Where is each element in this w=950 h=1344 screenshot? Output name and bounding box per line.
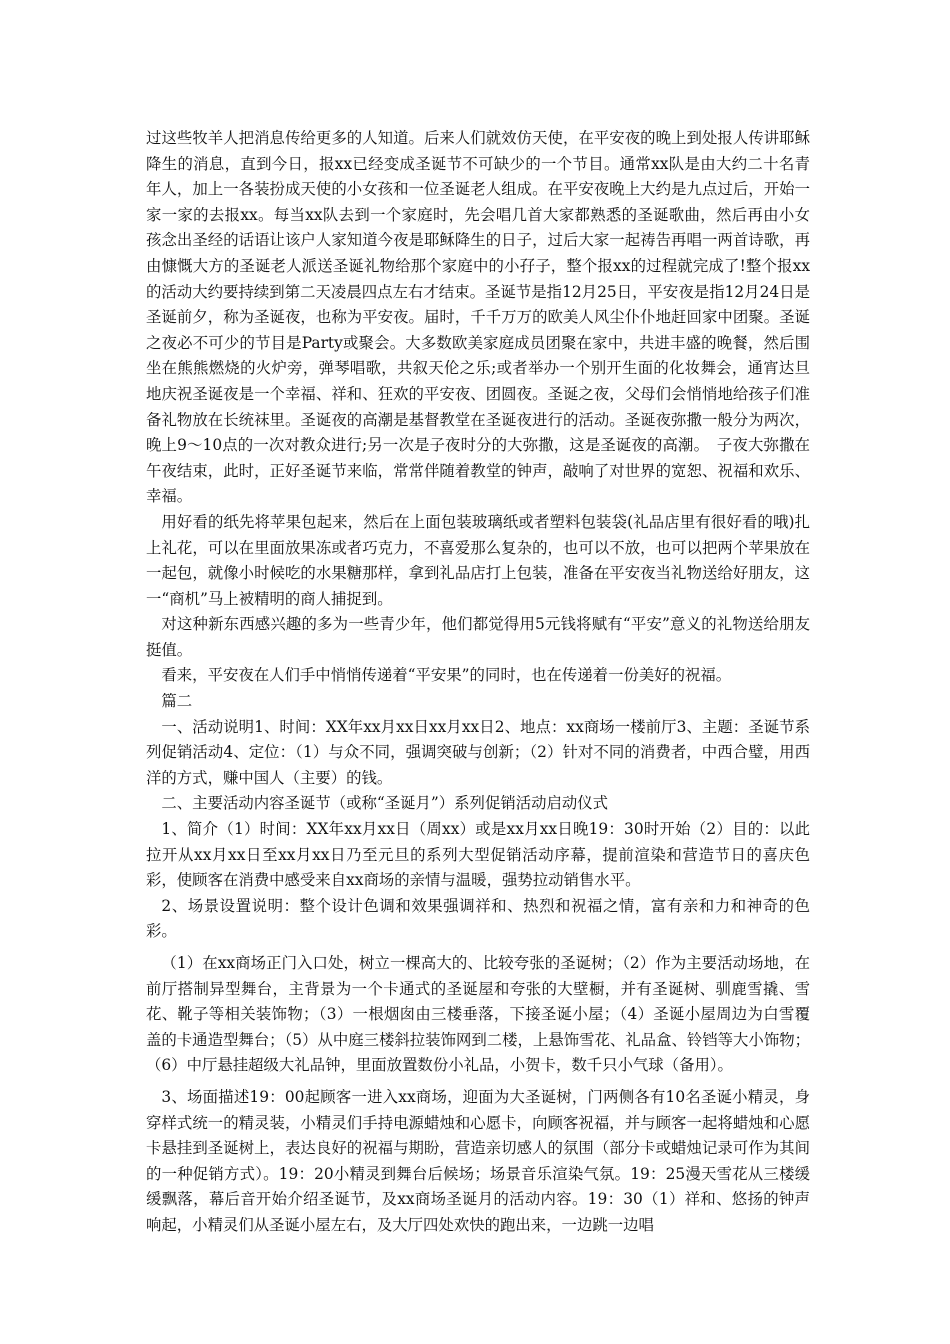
paragraph-7: 1、简介（1）时间：XX年xx月xx日（周xx）或是xx月xx日晚19：30时开始（2）目的：以此拉开从xx月xx日至xx月xx日乃至元旦的系列大型促销活动序幕，提前渲染和营造节日的喜庆色彩，使顾客在消费中感受来自xx商场的亲情与温暖，强势拉动销售水平。: [146, 820, 810, 890]
paragraph-2: 用好看的纸先将苹果包起来，然后在上面包装玻璃纸或者塑料包装袋(礼品店里有很好看的哦)扎上礼花，可以在里面放果冻或者巧克力，不喜爱那么复杂的，也可以不放，也可以把两个苹果放在一起包，就像小时候吃的水果糖那样，拿到礼品店打上包装，准备在平安夜当礼物送给好朋友，这一“商机”马上被精明的商人捕捉到。: [146, 512, 810, 608]
paragraph-6: 二、主要活动内容圣诞节（或称“圣诞月”）系列促销活动启动仪式: [161, 794, 609, 813]
paragraph-3: 对这种新东西感兴趣的多为一些青少年，他们都觉得用5元钱将赋有“平安”意义的礼物送给朋友挺值。: [146, 615, 810, 659]
paragraph-5: 一、活动说明1、时间：XX年xx月xx日xx月xx日2、地点：xx商场一楼前厅3、主题：圣诞节系列促销活动4、定位：（1）与众不同，强调突破与创新；（2）针对不同的消费者，中西合璧，用西洋的方式，赚中国人（主要）的钱。: [146, 717, 810, 787]
document-body: [146, 126, 810, 1239]
paragraph-8: 2、场景设置说明：整个设计色调和效果强调祥和、热烈和祝福之情，富有亲和力和神奇的色彩。: [146, 896, 810, 941]
paragraph-1: 过这些牧羊人把消息传给更多的人知道。后来人们就效仿天使，在平安夜的晚上到处报人传讲耶稣降生的消息，直到今日，报xx已经变成圣诞节不可缺少的一个节目。通常xx队是由大约二十名青年人，加上一各装扮成天使的小女孩和一位圣诞老人组成。在平安夜晚上大约是九点过后，开始一家一家的去报xx。每当xx队去到一个家庭时，先会唱几首大家都熟悉的圣诞歌曲，然后再由小女孩念出圣经的话语让该户人家知道今夜是耶稣降生的日子，过后大家一起祷告再唱一两首诗歌，再由慷慨大方的圣诞老人派送圣诞礼物给那个家庭中的小孖子，整个报xx的过程就完成了!整个报xx的活动大约要持续到第二天凌晨四点左右才结束。圣诞节是指12月25日，平安夜是指12月24日是圣诞前夕，称为圣诞夜，也称为平安夜。届时，千千万万的欧美人风尘仆仆地赶回家中团聚。圣诞之夜必不可少的节目是Party或聚会。大多数欧美家庭成员团聚在家中，共进丰盛的晚餐，然后围坐在熊熊燃烧的火炉旁，弹琴唱歌，共叙天伦之乐;或者举办一个别开生面的化妆舞会，通宵达旦地庆祝圣诞夜是一个幸福、祥和、狂欢的平安夜、团圆夜。圣诞之夜，父母们会悄悄地给孩子们准备礼物放在长统袜里。圣诞夜的高潮是基督教堂在圣诞夜进行的活动。圣诞夜弥撒一般分为两次，晚上9～10点的一次对教众进行;另一次是子夜时分的大弥撒，这是圣诞夜的高潮。 子夜大弥撒在午夜结束，此时，正好圣诞节来临，常常伴随着教堂的钟声，敲响了对世界的宽恕、祝福和欢乐、幸福。: [146, 129, 810, 506]
paragraph-10: 3、场面描述19：00起顾客一进入xx商场，迎面为大圣诞树，门两侧各有10名圣诞小精灵，身穿样式统一的精灵装，小精灵们手持电源蜡烛和心愿卡，向顾客祝福，并与顾客一起将蜡烛和心愿卡悬挂到圣诞树上，表达良好的祝福与期盼，营造亲切感人的氛围（部分卡或蜡烛记录可作为其间的一种促销方式）。19：20小精灵到舞台后候场；场景音乐渲染气氛。19：25漫天雪花从三楼缓缓飘落，幕后音开始介绍圣诞节，及xx商场圣诞月的活动内容。19：30（1）祥和、悠扬的钟声响起，小精灵们从圣诞小屋左右，及大厅四处欢快的跑出来，一边跳一边唱: [146, 1087, 810, 1234]
paragraph-9: （1）在xx商场正门入口处，树立一棵高大的、比较夸张的圣诞树；（2）作为主要活动场地，在前厅搭制异型舞台，主背景为一个卡通式的圣诞屋和夸张的大壁橱，并有圣诞树、驯鹿雪撬、雪花、靴子等相关装饰物；（3）一根烟囱由三楼垂落，下接圣诞小屋；（4）圣诞小屋周边为白雪覆盖的卡通造型舞台；（5）从中庭三楼斜拉装饰网到二楼，上悬饰雪花、礼品盒、铃铛等大小饰物；（6）中厅悬挂超级大礼品钟，里面放置数份小礼品，小贺卡，数千只小气球（备用）。: [146, 954, 810, 1075]
section-heading: 篇二: [161, 692, 193, 711]
paragraph-4: 看来，平安夜在人们手中悄悄传递着“平安果”的同时，也在传递着一份美好的祝福。: [161, 666, 732, 685]
